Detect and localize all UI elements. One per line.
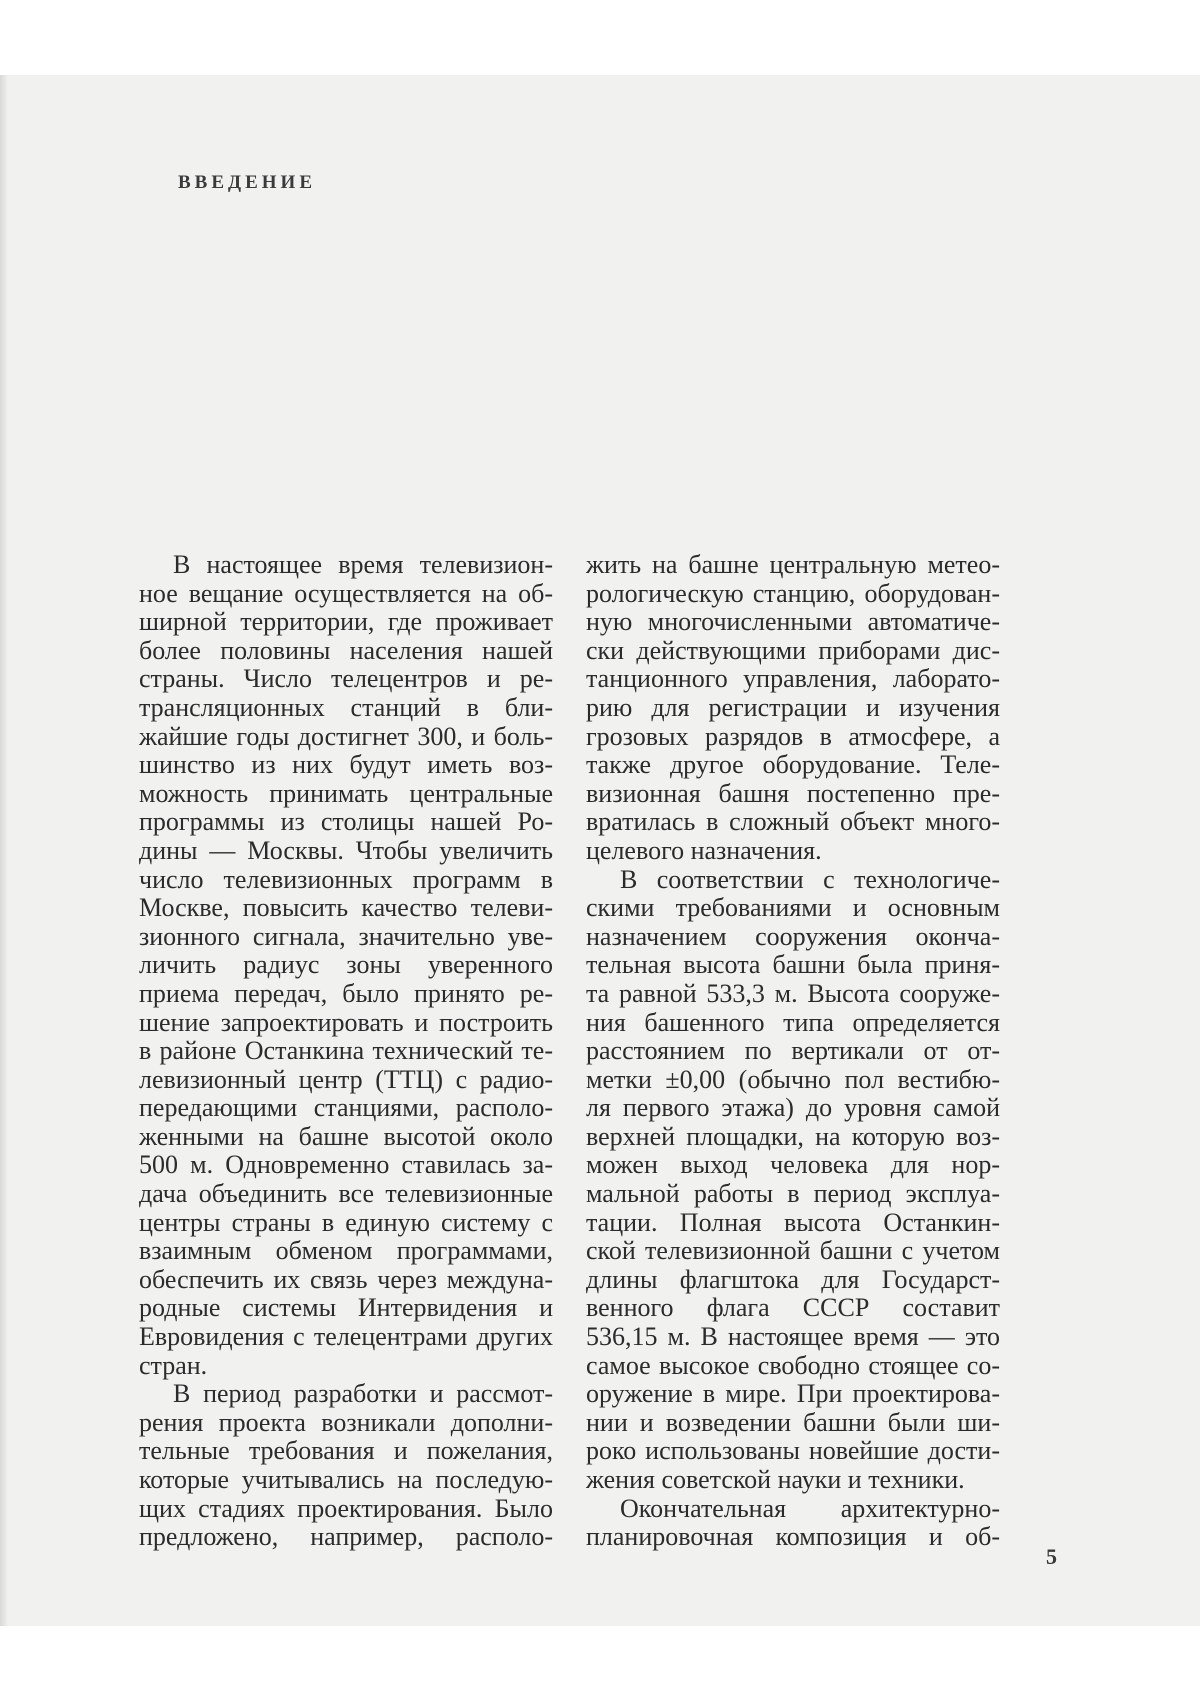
text-line: родные системы Интервидения и (139, 1293, 553, 1323)
text-line: самое высокое свободно стоящее со- (586, 1350, 1000, 1380)
text-line: ширной территории, где проживает (139, 607, 553, 637)
text-line: венного флага СССР составит (586, 1293, 1000, 1323)
text-line: приема передач, было принято ре- (139, 978, 553, 1008)
text-line: жения советской науки и техники. (586, 1465, 965, 1494)
text-column-right (586, 551, 1000, 1552)
text-line: ную многочисленными автоматиче- (586, 607, 1000, 637)
text-line: обеспечить их связь через междуна- (139, 1264, 553, 1294)
text-line: ской телевизионной башни с учетом (586, 1236, 1000, 1266)
text-line: тельная высота башни была приня- (586, 950, 1000, 980)
text-line: центры страны в единую систему с (139, 1207, 553, 1237)
text-line: жить на башне центральную метео- (586, 550, 1000, 579)
page-number: 5 (1046, 1544, 1057, 1569)
text-line: оружение в мире. При проектирова- (586, 1379, 1000, 1409)
text-line: ски действующими приборами дис- (586, 635, 1000, 665)
text-line: рию для регистрации и изучения (586, 692, 1000, 722)
text-line: скими требованиями и основным (586, 893, 1000, 923)
text-line: мальной работы в период эксплуа- (586, 1179, 1000, 1209)
text-line: Евровидения с телецентрами других (139, 1322, 553, 1352)
text-line: страны. Число телецентров и ре- (139, 664, 553, 694)
text-line: роко использованы новейшие дости- (586, 1436, 1000, 1466)
text-line: левизионный центр (ТТЦ) с радио- (139, 1064, 553, 1094)
text-line: вратилась в сложный объект много- (586, 807, 1000, 837)
text-line: длины флагштока для Государст- (586, 1264, 1000, 1294)
text-line: в районе Останкина технический те- (139, 1036, 553, 1066)
text-column-left (139, 551, 553, 1552)
text-line: рологическую станцию, оборудован- (586, 578, 1000, 608)
text-line: дины — Москвы. Чтобы увеличить (139, 835, 553, 865)
text-line: можен выход человека для нор- (586, 1150, 1000, 1180)
text-line: ля первого этажа) до уровня самой (586, 1093, 1000, 1123)
text-line: шинство из них будут иметь воз- (139, 750, 553, 780)
text-line: танционного управления, лаборато- (586, 664, 1000, 694)
text-line: взаимным обменом программами, (139, 1236, 553, 1266)
text-line: та равной 533,3 м. Высота сооруже- (586, 978, 1000, 1008)
text-line: женными на башне высотой около (139, 1121, 553, 1151)
text-line: тации. Полная высота Останкин- (586, 1207, 1000, 1237)
text-line: Окончательная архитектурно- (620, 1493, 1000, 1523)
text-line: В период разработки и рассмот- (173, 1379, 553, 1409)
text-line: стран. (139, 1350, 208, 1380)
text-line: зионного сигнала, значительно уве- (139, 921, 553, 951)
text-line: визионная башня постепенно пре- (586, 778, 1000, 808)
text-line: расстоянием по вертикали от от- (586, 1036, 1000, 1066)
text-line: 536,15 м. В настоящее время — это (586, 1322, 1000, 1352)
section-heading: ВВЕДЕНИЕ (178, 172, 316, 193)
text-line: шение запроектировать и построить (139, 1007, 553, 1037)
text-line: трансляционных станций в бли- (139, 692, 553, 722)
text-line: 500 м. Одновременно ставилась за- (139, 1150, 553, 1180)
text-line: программы из столицы нашей Ро- (139, 807, 553, 837)
text-line: тельные требования и пожелания, (139, 1436, 553, 1466)
text-line: личить радиус зоны уверенного (139, 950, 553, 980)
text-line: также другое оборудование. Теле- (586, 750, 1000, 780)
text-line: жайшие годы достигнет 300, и боль- (139, 721, 553, 751)
text-line: целевого назначения. (586, 835, 822, 865)
text-line: ное вещание осуществляется на об- (139, 578, 553, 608)
text-line: которые учитывались на последую- (139, 1465, 553, 1494)
text-line: планировочная композиция и об- (586, 1522, 1000, 1552)
text-line: Москве, повысить качество телеви- (139, 893, 553, 923)
text-line: рения проекта возникали дополни- (139, 1407, 553, 1437)
text-line: более половины населения нашей (139, 635, 553, 665)
text-line: число телевизионных программ в (139, 864, 553, 894)
text-line: передающими станциями, располо- (139, 1093, 553, 1123)
text-line: В соответствии с технологиче- (620, 864, 1000, 894)
text-line: метки ±0,00 (обычно пол вестибю- (586, 1064, 1000, 1094)
text-line: назначением сооружения оконча- (586, 921, 1000, 951)
text-line: предложено, например, располо- (139, 1522, 553, 1552)
text-line: можность принимать центральные (139, 778, 553, 808)
text-line: дача объединить все телевизионные (139, 1179, 553, 1209)
page-edge-shadow (0, 75, 8, 1626)
text-line: В настоящее время телевизион- (173, 550, 553, 579)
text-line: щих стадиях проектирования. Было (139, 1493, 553, 1523)
text-line: нии и возведении башни были ши- (586, 1407, 1000, 1437)
text-line: грозовых разрядов в атмосфере, а (586, 721, 1000, 751)
text-line: верхней площадки, на которую воз- (586, 1121, 1000, 1151)
text-line: ния башенного типа определяется (586, 1007, 1000, 1037)
